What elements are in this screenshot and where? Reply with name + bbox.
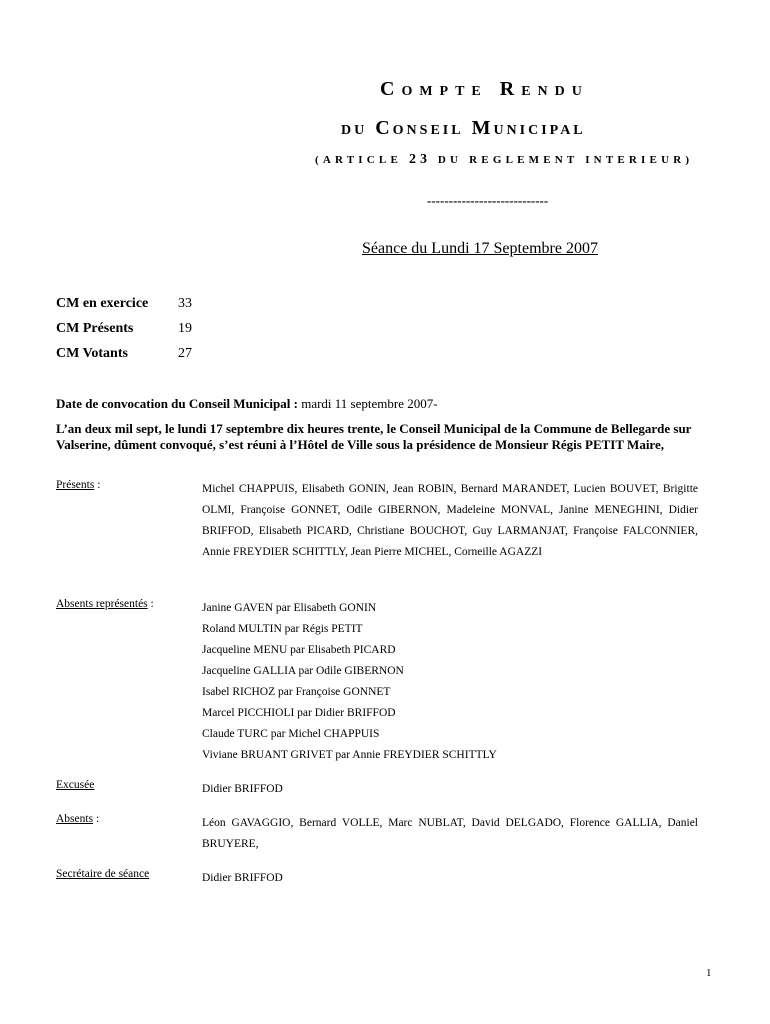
absents-representes-label-suffix: : xyxy=(147,598,154,610)
council-stats xyxy=(56,291,192,366)
excusee-value: Didier BRIFFOD xyxy=(202,783,283,795)
convocation-date xyxy=(56,396,438,412)
absents-representes-label-text: Absents représentés xyxy=(56,598,148,610)
presents-label xyxy=(56,479,201,491)
absents-list: Léon GAVAGGIO, Bernard VOLLE, Marc NUBLAT, David DELGADO, Florence GALLIA, Daniel BRUYERE, xyxy=(202,817,698,850)
presents-section xyxy=(56,479,716,589)
absents-label xyxy=(56,813,201,825)
stat-label: CM en exercice xyxy=(56,295,149,311)
absents-label-text: Absents xyxy=(56,813,94,825)
absents-section xyxy=(56,813,716,857)
page-number: 1 xyxy=(706,967,712,979)
stat-label: CM Présents xyxy=(56,320,134,336)
stat-row-votants xyxy=(56,341,192,366)
intro-paragraph: L’an deux mil sept, le lundi 17 septembre dix heures trente, le Conseil Municipal de la Commune de Bellegarde sur Valserine, dûment convoqué, s’est réuni à l’Hôtel de Ville sous la présidence de Monsieur Régis PETIT Maire, xyxy=(56,421,692,452)
presents-label-text: Présents xyxy=(56,479,95,491)
absents-representes-list xyxy=(202,598,698,766)
list-item: Viviane BRUANT GRIVET par Annie FREYDIER SCHITTLY xyxy=(202,749,497,761)
list-item: Jacqueline MENU par Elisabeth PICARD xyxy=(202,644,396,656)
title-article-number: 23 xyxy=(408,152,431,167)
list-item: Jacqueline GALLIA par Odile GIBERNON xyxy=(202,665,404,677)
secretaire-section xyxy=(56,868,716,890)
absents-representes-section xyxy=(56,598,716,768)
convocation-label: Date de convocation du Conseil Municipal : xyxy=(56,396,298,411)
excusee-label-text: Excusée xyxy=(56,779,95,791)
stat-value: 27 xyxy=(178,345,192,361)
title-conseil-municipal: du Conseil Municipal xyxy=(341,117,586,139)
separator-line: ---------------------------- xyxy=(427,193,549,208)
excusee-label xyxy=(56,779,201,791)
excusee-section xyxy=(56,779,716,801)
title-article-post: DU REGLEMENT INTERIEUR) xyxy=(430,154,694,166)
list-item: Isabel RICHOZ par Françoise GONNET xyxy=(202,686,391,698)
title-article-pre: (ARTICLE xyxy=(315,154,409,166)
secretaire-label-text: Secrétaire de séance xyxy=(56,868,150,880)
stat-value: 19 xyxy=(178,320,192,336)
absents-representes-label xyxy=(56,598,201,610)
convocation-value: mardi 11 septembre 2007- xyxy=(297,396,438,411)
seance-date: Séance du Lundi 17 Septembre 2007 xyxy=(362,240,598,257)
presents-list: Michel CHAPPUIS, Elisabeth GONIN, Jean ROBIN, Bernard MARANDET, Lucien BOUVET, Brigitte OLMI, Françoise GONNET, Odile GIBERNON, Madeleine MONVAL, Janine MENEGHINI, Didier BRIFFOD, Elisabeth PICARD, Christiane BOUCHOT, Guy LARMANJAT, Françoise FALCONNIER, Annie FREYDIER SCHITTLY, Jean Pierre MICHEL, Corneille AGAZZI xyxy=(202,483,698,558)
stat-value: 33 xyxy=(178,295,192,311)
absents-label-suffix: : xyxy=(93,813,100,825)
stat-label: CM Votants xyxy=(56,345,128,361)
list-item: Claude TURC par Michel CHAPPUIS xyxy=(202,728,380,740)
secretaire-label xyxy=(56,868,201,880)
presents-label-suffix: : xyxy=(94,479,101,491)
secretaire-value: Didier BRIFFOD xyxy=(202,872,283,884)
title-article xyxy=(315,152,693,168)
list-item: Roland MULTIN par Régis PETIT xyxy=(202,623,363,635)
list-item: Janine GAVEN par Elisabeth GONIN xyxy=(202,602,377,614)
stat-row-presents xyxy=(56,316,192,341)
list-item: Marcel PICCHIOLI par Didier BRIFFOD xyxy=(202,707,396,719)
stat-row-exercice xyxy=(56,291,192,316)
title-compte-rendu: Compte Rendu xyxy=(380,78,589,100)
